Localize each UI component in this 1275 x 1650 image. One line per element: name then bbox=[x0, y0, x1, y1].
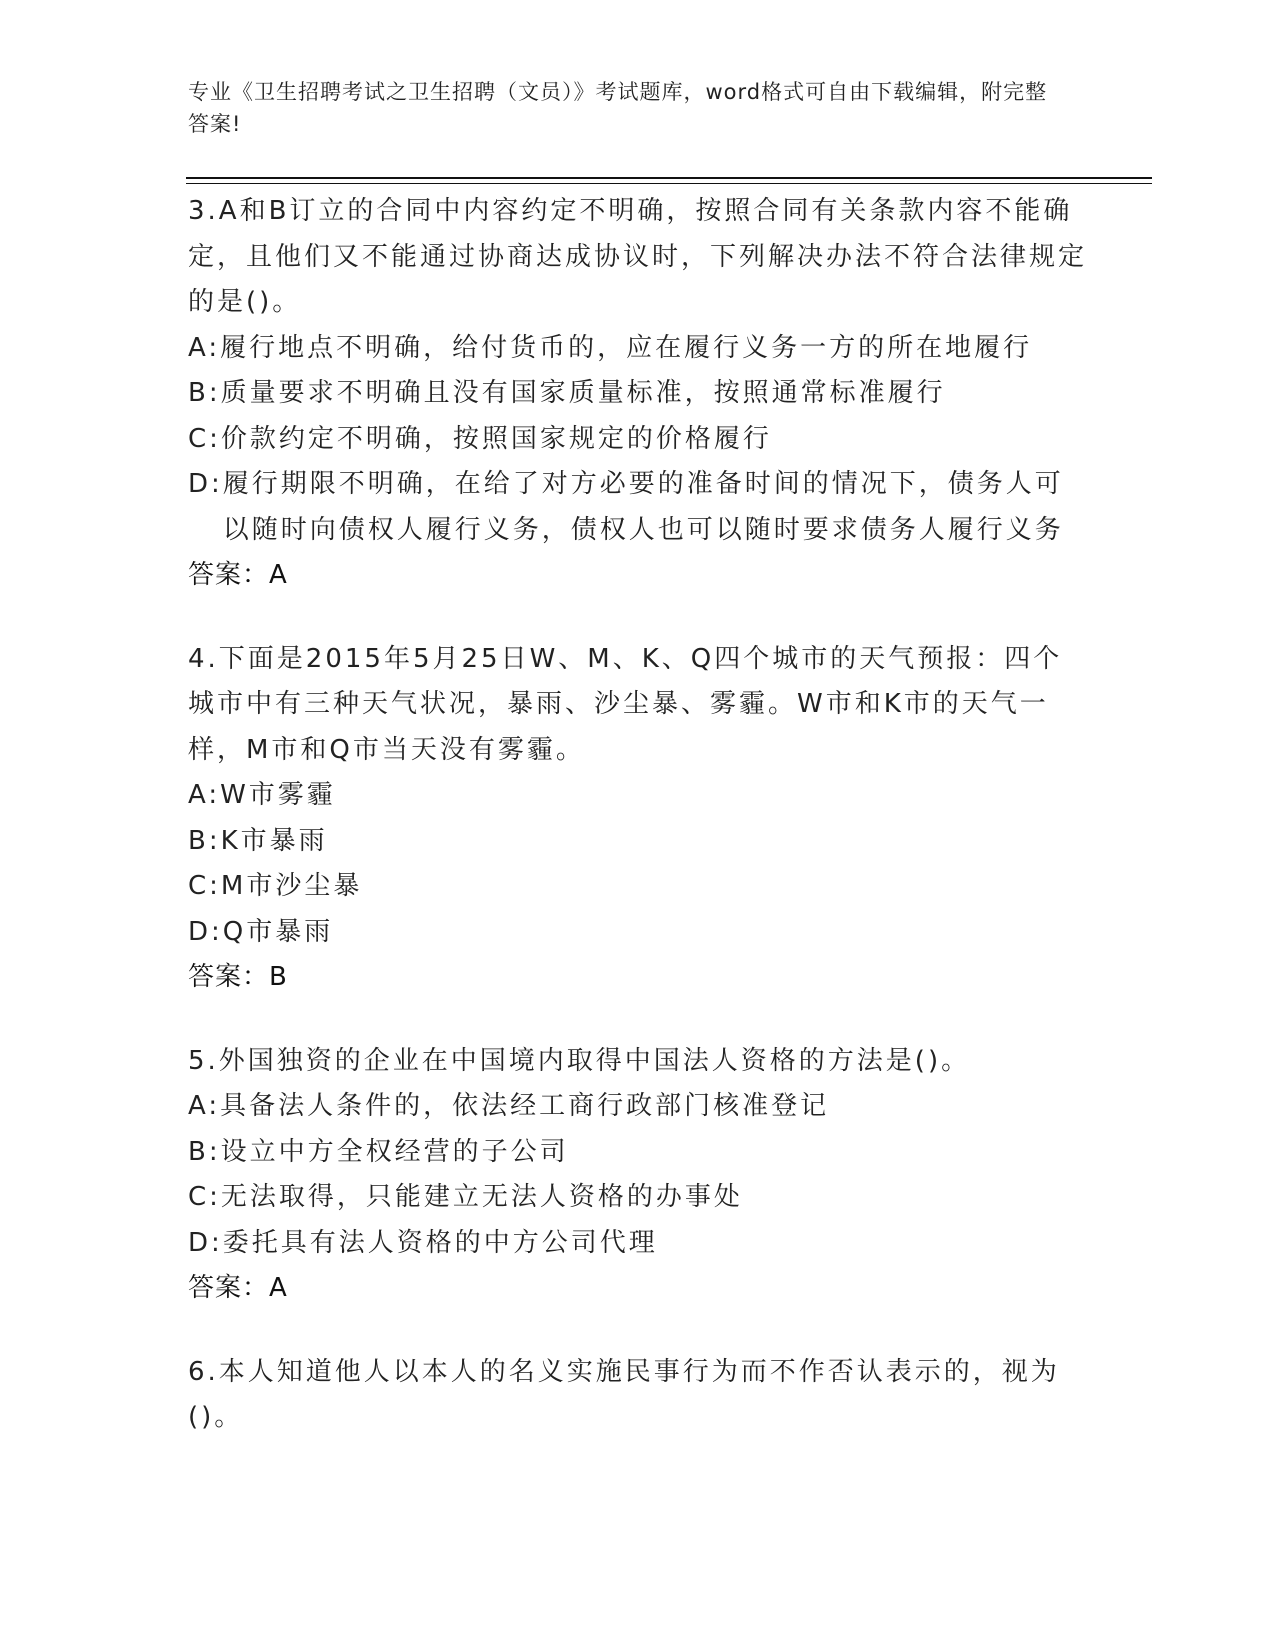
option-d bbox=[188, 462, 1088, 553]
option-b bbox=[188, 1130, 1088, 1176]
option-b bbox=[188, 371, 1088, 417]
option-text: M市沙尘暴 bbox=[220, 871, 363, 901]
option-d bbox=[188, 1221, 1088, 1267]
option-text: W市雾霾 bbox=[220, 780, 336, 810]
option-b bbox=[188, 819, 1088, 865]
answer-line: 答案：B bbox=[188, 962, 288, 992]
option-a bbox=[188, 773, 1088, 819]
option-key: A: bbox=[188, 332, 221, 363]
option-key: D: bbox=[188, 1227, 223, 1258]
option-d bbox=[188, 910, 1088, 956]
option-c bbox=[188, 864, 1088, 910]
question-3 bbox=[188, 189, 1088, 599]
option-text: 具备法人条件的，依法经工商行政部门核准登记 bbox=[220, 1091, 830, 1121]
option-text: K市暴雨 bbox=[220, 825, 328, 856]
question-list bbox=[188, 189, 1088, 1479]
option-key: B: bbox=[188, 378, 221, 408]
header-divider-thin bbox=[186, 183, 1152, 184]
option-key: C: bbox=[188, 423, 221, 454]
option-key: D: bbox=[188, 469, 223, 499]
option-text: 无法取得，只能建立无法人资格的办事处 bbox=[220, 1182, 743, 1212]
option-text: 质量要求不明确且没有国家质量标准，按照通常标准履行 bbox=[220, 378, 946, 408]
option-a bbox=[188, 1084, 1088, 1130]
document-header: 专业《卫生招聘考试之卫生招聘（文员）》考试题库，word格式可自由下载编辑，附完整答案! bbox=[188, 80, 1048, 136]
answer-line: 答案：A bbox=[188, 560, 288, 590]
option-key: C: bbox=[188, 871, 221, 901]
option-text: Q市暴雨 bbox=[222, 916, 334, 947]
question-text: 3.A和B订立的合同中内容约定不明确，按照合同有关条款内容不能确定，且他们又不能通过协商达成协议时，下列解决办法不符合法律规定的是()。 bbox=[188, 196, 1088, 317]
option-key: B: bbox=[188, 825, 221, 856]
answer-line: 答案：A bbox=[188, 1273, 288, 1303]
question-text: 4.下面是2015年5月25日W、M、K、Q四个城市的天气预报：四个城市中有三种天气状况，暴雨、沙尘暴、雾霾。W市和K市的天气一样，M市和Q市当天没有雾霾。 bbox=[188, 643, 1063, 765]
question-6 bbox=[188, 1350, 1088, 1441]
option-text: 价款约定不明确，按照国家规定的价格履行 bbox=[220, 423, 772, 454]
question-5 bbox=[188, 1039, 1088, 1312]
option-text: 委托具有法人资格的中方公司代理 bbox=[222, 1227, 658, 1258]
option-key: A: bbox=[188, 780, 221, 810]
option-key: D: bbox=[188, 916, 223, 947]
option-key: C: bbox=[188, 1182, 221, 1212]
option-c bbox=[188, 1175, 1088, 1221]
header-divider-thick bbox=[186, 177, 1152, 179]
option-text: 履行期限不明确，在给了对方必要的准备时间的情况下，债务人可以随时向债权人履行义务，债权人也可以随时要求债务人履行义务 bbox=[222, 469, 1064, 545]
question-text: 5.外国独资的企业在中国境内取得中国法人资格的方法是()。 bbox=[188, 1045, 971, 1076]
option-c bbox=[188, 417, 1088, 463]
question-4 bbox=[188, 637, 1088, 1001]
option-key: A: bbox=[188, 1091, 221, 1121]
option-a bbox=[188, 326, 1088, 372]
option-key: B: bbox=[188, 1136, 221, 1167]
option-text: 履行地点不明确，给付货币的，应在履行义务一方的所在地履行 bbox=[220, 332, 1033, 363]
option-text: 设立中方全权经营的子公司 bbox=[220, 1136, 569, 1167]
question-text: 6.本人知道他人以本人的名义实施民事行为而不作否认表示的，视为()。 bbox=[188, 1356, 1060, 1432]
